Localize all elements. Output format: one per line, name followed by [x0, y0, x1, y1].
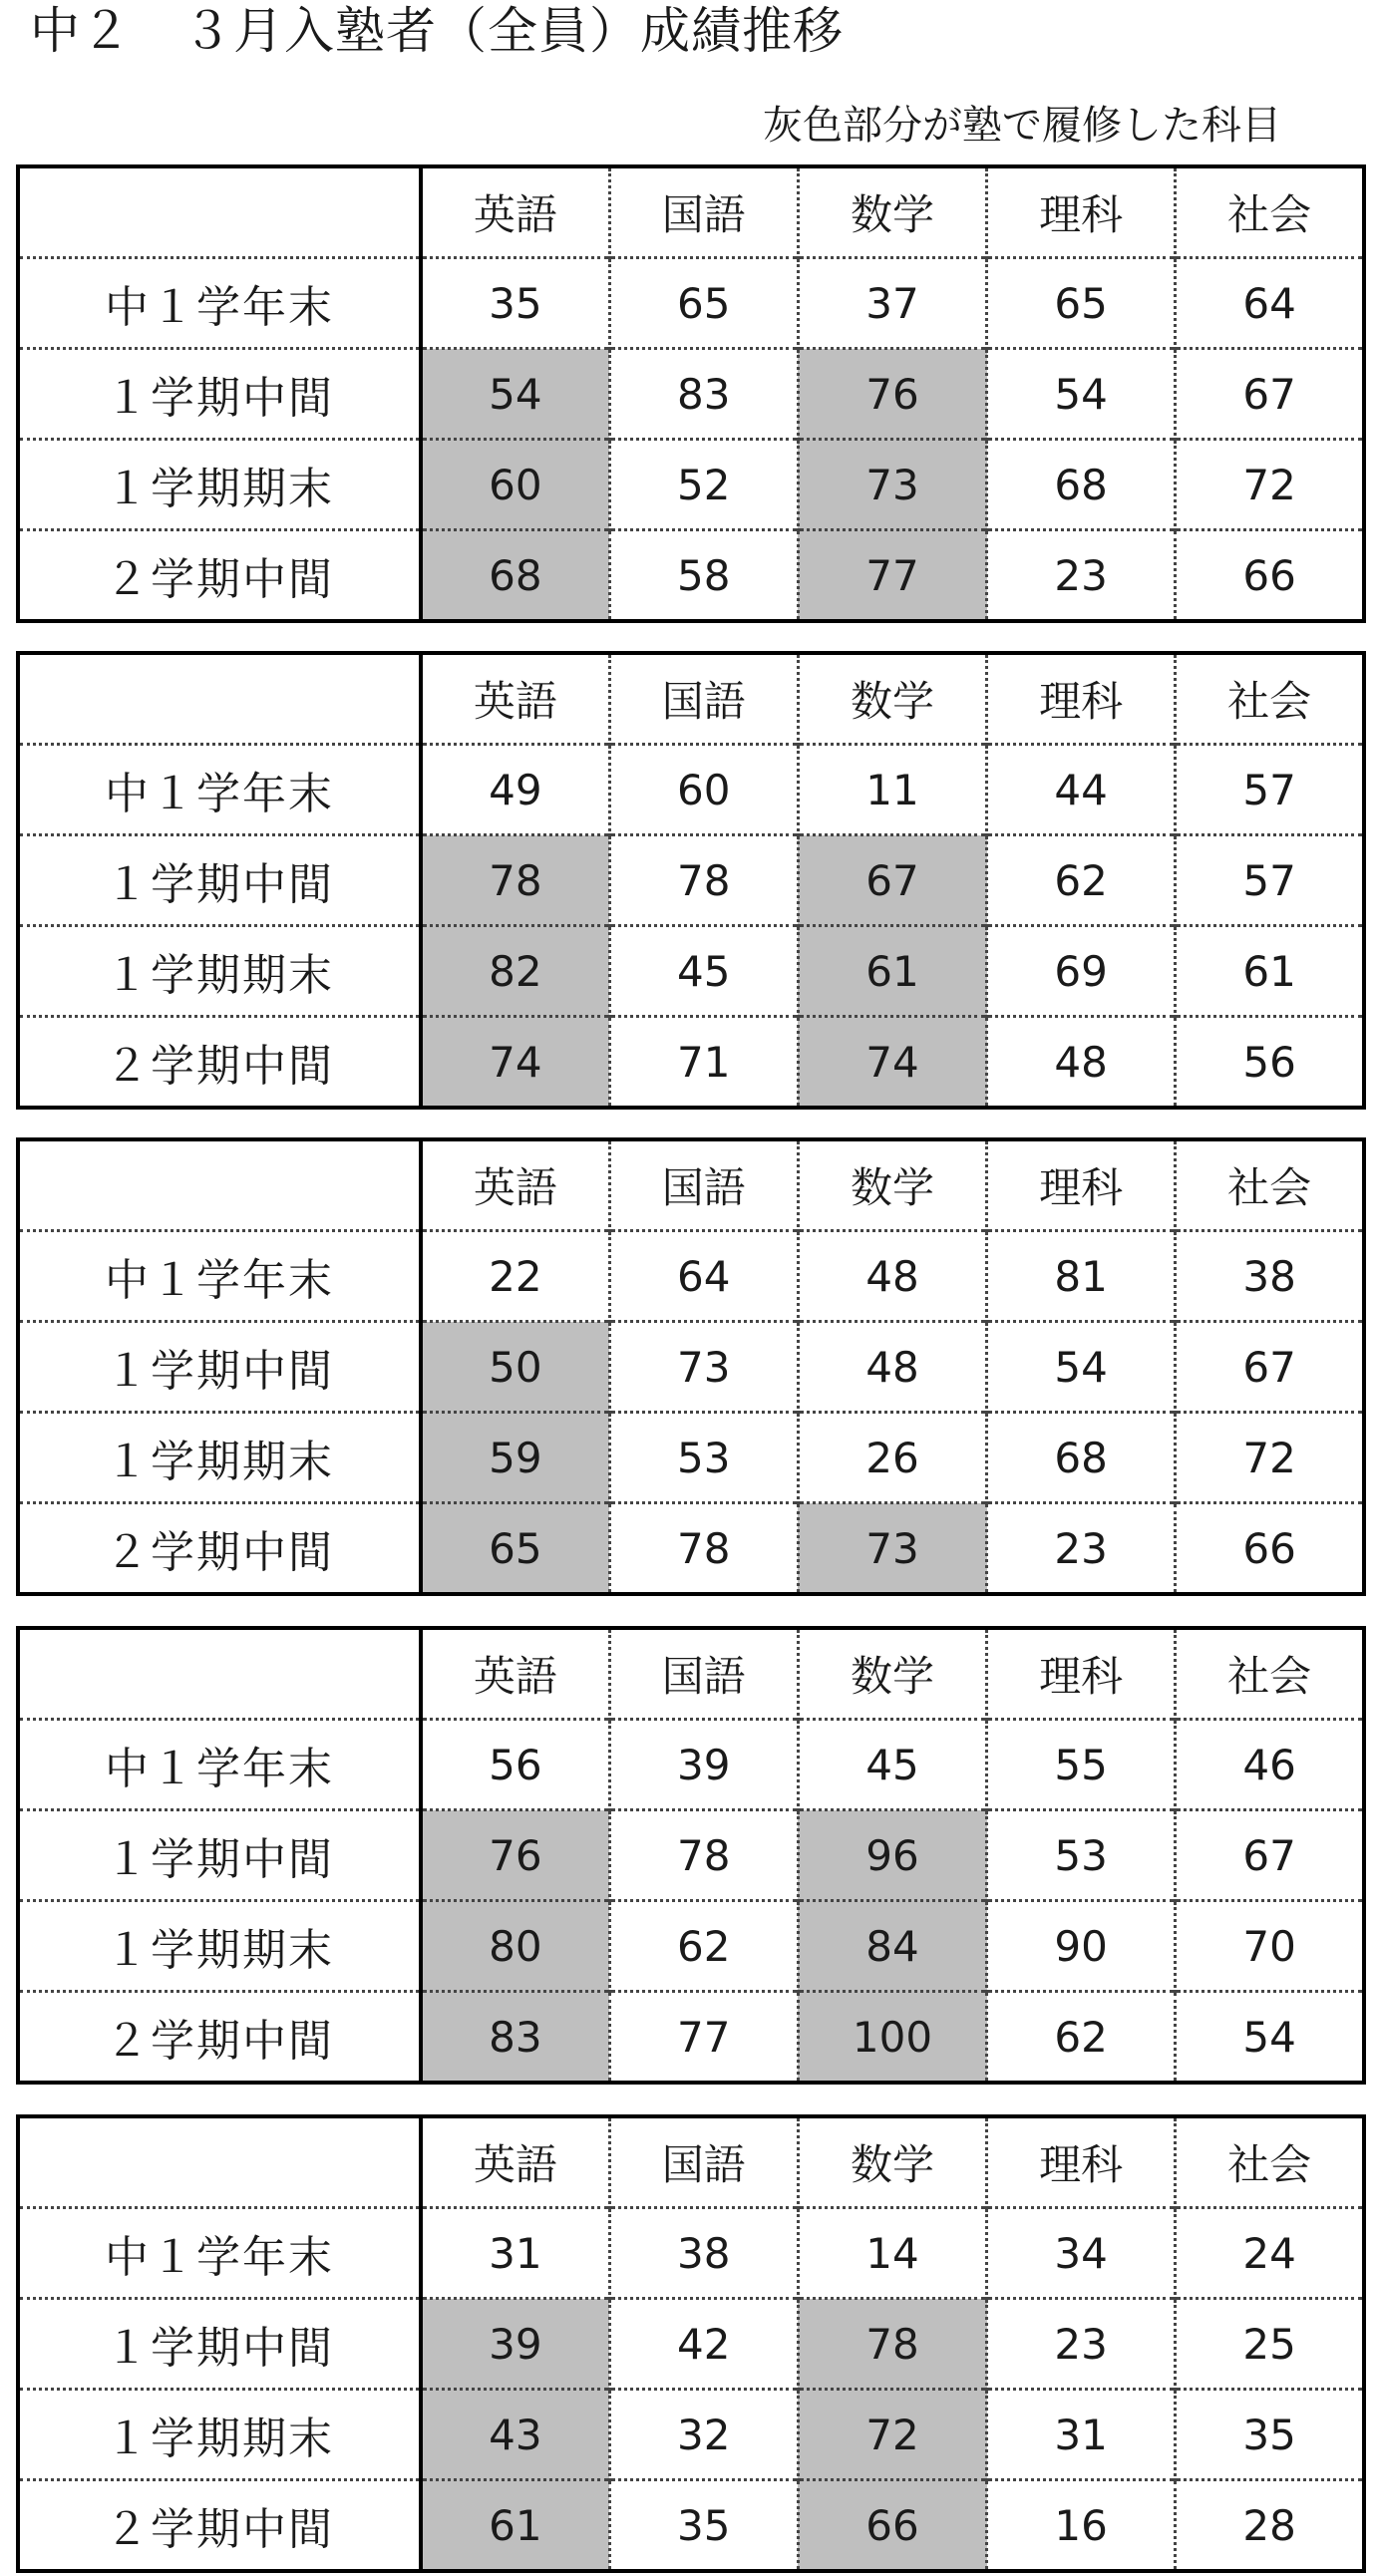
term-label: １学期期末 — [18, 1901, 421, 1992]
score-cell: 65 — [609, 258, 798, 349]
score-cell: 56 — [421, 1720, 609, 1810]
score-cell: 38 — [609, 2208, 798, 2299]
subject-header: 英語 — [421, 166, 609, 258]
subject-header: 数学 — [798, 166, 986, 258]
score-cell: 67 — [1176, 349, 1364, 440]
score-table — [16, 1626, 1366, 2085]
score-cell: 31 — [987, 2390, 1176, 2480]
score-cell: 14 — [798, 2208, 986, 2299]
score-cell: 25 — [1176, 2299, 1364, 2390]
score-cell: 11 — [798, 745, 986, 835]
subject-header: 数学 — [798, 1628, 986, 1720]
score-cell: 64 — [609, 1231, 798, 1322]
score-cell: 54 — [987, 349, 1176, 440]
score-cell-shaded: 84 — [798, 1901, 986, 1992]
score-cell: 54 — [1176, 1992, 1364, 2084]
score-cell-shaded: 72 — [798, 2390, 986, 2480]
subject-header: 理科 — [987, 1139, 1176, 1231]
term-label: １学期期末 — [18, 2390, 421, 2480]
score-table — [16, 164, 1366, 623]
table-row — [18, 349, 1364, 440]
header-corner-cell — [18, 2116, 421, 2208]
score-cell: 62 — [987, 835, 1176, 926]
score-cell: 70 — [1176, 1901, 1364, 1992]
term-label: １学期期末 — [18, 1413, 421, 1503]
table-row — [18, 2390, 1364, 2480]
table-row — [18, 2208, 1364, 2299]
score-cell-shaded: 74 — [421, 1017, 609, 1109]
score-cell: 52 — [609, 440, 798, 530]
term-label: 中１学年末 — [18, 258, 421, 349]
score-cell: 65 — [987, 258, 1176, 349]
header-corner-cell — [18, 1628, 421, 1720]
score-cell: 45 — [609, 926, 798, 1017]
subject-header: 英語 — [421, 653, 609, 745]
score-cell: 53 — [609, 1413, 798, 1503]
term-label: 中１学年末 — [18, 745, 421, 835]
score-cell: 83 — [609, 349, 798, 440]
table-row — [18, 926, 1364, 1017]
score-cell: 35 — [1176, 2390, 1364, 2480]
score-cell-shaded: 76 — [798, 349, 986, 440]
score-cell: 53 — [987, 1810, 1176, 1901]
term-label: 中１学年末 — [18, 1720, 421, 1810]
score-table — [16, 2114, 1366, 2573]
term-label: ２学期中間 — [18, 2480, 421, 2572]
score-cell: 23 — [987, 2299, 1176, 2390]
subject-header: 国語 — [609, 166, 798, 258]
score-cell: 67 — [1176, 1810, 1364, 1901]
score-cell: 35 — [609, 2480, 798, 2572]
score-cell: 46 — [1176, 1720, 1364, 1810]
table-row — [18, 1231, 1364, 1322]
score-cell-shaded: 61 — [798, 926, 986, 1017]
subject-header: 英語 — [421, 1139, 609, 1231]
score-cell-shaded: 60 — [421, 440, 609, 530]
score-cell-shaded: 82 — [421, 926, 609, 1017]
score-table — [16, 651, 1366, 1110]
score-cell-shaded: 66 — [798, 2480, 986, 2572]
score-cell: 34 — [987, 2208, 1176, 2299]
term-label: ２学期中間 — [18, 1017, 421, 1109]
subject-header: 数学 — [798, 2116, 986, 2208]
term-label: ２学期中間 — [18, 1503, 421, 1595]
table-row — [18, 835, 1364, 926]
score-cell-shaded: 50 — [421, 1322, 609, 1413]
score-cell-shaded: 54 — [421, 349, 609, 440]
subject-header: 理科 — [987, 2116, 1176, 2208]
score-cell-shaded: 83 — [421, 1992, 609, 2084]
subject-header-row — [18, 166, 1364, 258]
term-label: ２学期中間 — [18, 1992, 421, 2084]
table-row — [18, 1322, 1364, 1413]
term-label: １学期中間 — [18, 1322, 421, 1413]
score-cell-shaded: 65 — [421, 1503, 609, 1595]
score-cell: 72 — [1176, 1413, 1364, 1503]
term-label: １学期中間 — [18, 835, 421, 926]
score-cell: 49 — [421, 745, 609, 835]
score-cell: 16 — [987, 2480, 1176, 2572]
subject-header: 英語 — [421, 1628, 609, 1720]
term-label: 中１学年末 — [18, 1231, 421, 1322]
score-cell-shaded: 77 — [798, 530, 986, 622]
header-corner-cell — [18, 1139, 421, 1231]
score-cell: 57 — [1176, 745, 1364, 835]
score-cell: 28 — [1176, 2480, 1364, 2572]
score-cell: 55 — [987, 1720, 1176, 1810]
score-cell-shaded: 39 — [421, 2299, 609, 2390]
score-cell: 56 — [1176, 1017, 1364, 1109]
score-cell-shaded: 61 — [421, 2480, 609, 2572]
score-cell-shaded: 96 — [798, 1810, 986, 1901]
score-cell: 38 — [1176, 1231, 1364, 1322]
term-label: １学期中間 — [18, 1810, 421, 1901]
score-cell: 42 — [609, 2299, 798, 2390]
score-cell: 66 — [1176, 530, 1364, 622]
table-row — [18, 745, 1364, 835]
score-cell: 66 — [1176, 1503, 1364, 1595]
score-cell: 58 — [609, 530, 798, 622]
term-label: １学期中間 — [18, 349, 421, 440]
score-cell: 23 — [987, 1503, 1176, 1595]
score-cell: 24 — [1176, 2208, 1364, 2299]
score-table — [16, 1137, 1366, 1596]
score-cell-shaded: 67 — [798, 835, 986, 926]
score-cell: 62 — [987, 1992, 1176, 2084]
subject-header: 社会 — [1176, 166, 1364, 258]
score-cell: 69 — [987, 926, 1176, 1017]
subject-header: 国語 — [609, 1139, 798, 1231]
score-cell: 26 — [798, 1413, 986, 1503]
subject-header: 社会 — [1176, 1628, 1364, 1720]
table-row — [18, 1992, 1364, 2084]
subject-header-row — [18, 2116, 1364, 2208]
subject-header: 理科 — [987, 166, 1176, 258]
term-label: １学期期末 — [18, 440, 421, 530]
score-cell-shaded: 73 — [798, 440, 986, 530]
table-row — [18, 440, 1364, 530]
term-label: ２学期中間 — [18, 530, 421, 622]
table-row — [18, 1810, 1364, 1901]
score-cell: 60 — [609, 745, 798, 835]
score-cell: 81 — [987, 1231, 1176, 1322]
table-row — [18, 258, 1364, 349]
term-label: 中１学年末 — [18, 2208, 421, 2299]
score-cell: 22 — [421, 1231, 609, 1322]
score-cell: 48 — [798, 1322, 986, 1413]
subject-header-row — [18, 1139, 1364, 1231]
score-cell: 71 — [609, 1017, 798, 1109]
table-row — [18, 2299, 1364, 2390]
table-row — [18, 1503, 1364, 1595]
score-cell: 54 — [987, 1322, 1176, 1413]
subject-header: 国語 — [609, 1628, 798, 1720]
subject-header-row — [18, 653, 1364, 745]
score-cell: 45 — [798, 1720, 986, 1810]
score-cell: 44 — [987, 745, 1176, 835]
subject-header-row — [18, 1628, 1364, 1720]
score-cell: 39 — [609, 1720, 798, 1810]
table-row — [18, 1720, 1364, 1810]
header-corner-cell — [18, 166, 421, 258]
score-cell-shaded: 78 — [798, 2299, 986, 2390]
score-cell: 35 — [421, 258, 609, 349]
score-cell-shaded: 59 — [421, 1413, 609, 1503]
score-cell: 32 — [609, 2390, 798, 2480]
subject-header: 社会 — [1176, 2116, 1364, 2208]
score-cell: 67 — [1176, 1322, 1364, 1413]
subject-header: 英語 — [421, 2116, 609, 2208]
term-label: １学期中間 — [18, 2299, 421, 2390]
score-cell-shaded: 43 — [421, 2390, 609, 2480]
page-title: 中２ ３月入塾者（全員）成績推移 — [30, 2, 844, 60]
table-row — [18, 1413, 1364, 1503]
shading-legend-note: 灰色部分が塾で履修した科目 — [763, 103, 1281, 149]
score-cell: 90 — [987, 1901, 1176, 1992]
score-cell: 68 — [987, 1413, 1176, 1503]
subject-header: 理科 — [987, 1628, 1176, 1720]
table-row — [18, 530, 1364, 622]
score-cell: 78 — [609, 835, 798, 926]
score-cell-shaded: 80 — [421, 1901, 609, 1992]
table-row — [18, 2480, 1364, 2572]
score-cell: 72 — [1176, 440, 1364, 530]
score-cell-shaded: 74 — [798, 1017, 986, 1109]
score-cell: 64 — [1176, 258, 1364, 349]
score-cell: 78 — [609, 1810, 798, 1901]
score-cell: 48 — [798, 1231, 986, 1322]
subject-header: 理科 — [987, 653, 1176, 745]
subject-header: 社会 — [1176, 1139, 1364, 1231]
subject-header: 国語 — [609, 2116, 798, 2208]
score-cell: 48 — [987, 1017, 1176, 1109]
score-cell-shaded: 68 — [421, 530, 609, 622]
score-cell: 77 — [609, 1992, 798, 2084]
score-cell: 31 — [421, 2208, 609, 2299]
score-cell: 68 — [987, 440, 1176, 530]
score-cell: 73 — [609, 1322, 798, 1413]
score-cell-shaded: 100 — [798, 1992, 986, 2084]
score-cell: 57 — [1176, 835, 1364, 926]
score-cell-shaded: 78 — [421, 835, 609, 926]
subject-header: 数学 — [798, 1139, 986, 1231]
subject-header: 国語 — [609, 653, 798, 745]
table-row — [18, 1017, 1364, 1109]
score-cell-shaded: 73 — [798, 1503, 986, 1595]
score-cell: 61 — [1176, 926, 1364, 1017]
score-cell: 23 — [987, 530, 1176, 622]
score-cell: 37 — [798, 258, 986, 349]
score-cell: 78 — [609, 1503, 798, 1595]
score-cell: 62 — [609, 1901, 798, 1992]
subject-header: 社会 — [1176, 653, 1364, 745]
subject-header: 数学 — [798, 653, 986, 745]
term-label: １学期期末 — [18, 926, 421, 1017]
header-corner-cell — [18, 653, 421, 745]
score-cell-shaded: 76 — [421, 1810, 609, 1901]
table-row — [18, 1901, 1364, 1992]
